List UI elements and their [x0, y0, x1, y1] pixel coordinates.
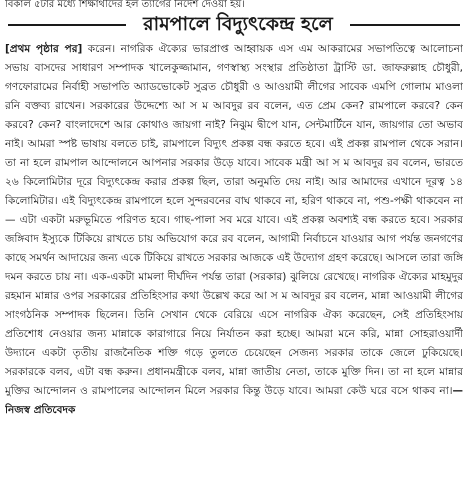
headline: রামপালে বিদ্যুৎকেন্দ্র হলে [126, 10, 350, 38]
continued-from-label: [প্রথম পৃষ্ঠার পর] [5, 43, 83, 55]
byline: —নিজস্ব প্রতিবেদক [5, 385, 463, 416]
previous-article-fragment: বিকাল ৫টার মধ্যে শিক্ষার্থীদের হল ত্যাগের নির্দেশ দেওয়া হয়। [5, 0, 245, 10]
article-body [5, 40, 463, 470]
headline-rule-left [8, 24, 126, 26]
article-text: করেন। নাগরিক ঐক্যের ভারপ্রাপ্ত আহ্বায়ক এস এম আকরামের সভাপতিত্বে আলোচনা সভায় বাসদের সাধারণ সম্পাদক খালেকুজ্জামান, গণস্বাস্থ্য সংস্থার প্রতিষ্ঠাতা ট্রাস্টি ডা. জাফরুল্লাহ চৌধুরী, গণফোরামের নির্বাহী সভাপতি অ্যাডভোকেট সুব্রত চৌধুরী ও আওয়ামী লীগের সাবেক এমপি গোলাম মাওলা রনি বক্তব্য রাখেন। সরকারের উদ্দেশ্যে আ স ম আবদুর রব বলেন, এত প্রেম কেন? রামপালে করবে? কেন করবে? কেন? বাংলাদেশে আর কোথাও জায়গা নাই? নিঝুম দ্বীপে যান, সেন্টমার্টিনে যান, জায়গার তো অভাব নাই। আমরা স্পষ্ট ভাষায় বলতে চাই, রামপালে বিদ্যুৎ প্রকল্প বন্ধ করতে হবে। এই প্রকল্প রামপাল থেকে সরান। তা না হলে রামপাল আন্দোলনে আপনার সরকার উড়ে যাবে। সাবেক মন্ত্রী আ স ম আবদুর রব বলেন, ভারতে ২৬ কিলোমিটার দূরে বিদ্যুৎকেন্দ্র করার প্রকল্প ছিল, তারা অনুমতি দেয় নাই। আর আমাদের এখানে দূরত্ব ১৪ কিলোমিটার। এই বিদ্যুৎকেন্দ্র রামপালে হলে সুন্দরবনের বাঘ থাকবে না, হরিণ থাকবে না, পশু-পক্ষী থাকবেন না— এটা একটা মরুভূমিতে পরিণত হবে। গাছ-পালা সব মরে যাবে। এই প্রকল্প অবশ্যই বন্ধ করতে হবে। সরকার জঙ্গিবাদ ইস্যুকে টিকিয়ে রাখতে চায় অভিযোগ করে রব বলেন, আগামী নির্বাচনে যাওয়ার আগ পর্যন্ত জনগণের কাছে সমর্থন আদায়ের জন্য একে টিকিয়ে রাখতে সরকার আজকে এই উদ্যোগ গ্রহণ করেছে। আসলে তারা জঙ্গি দমন করতে চায় না। এক-একটা মামলা দীর্ঘদিন পর্যন্ত তারা (সরকার) ঝুলিয়ে রেখেছে। নাগরিক ঐক্যের মাহমুদুর রহমান মান্নার ওপর সরকারের প্রতিহিংসার কথা উল্লেখ করে আ স ম আবদুর রব বলেন, মান্না আওয়ামী লীগের সাংগঠনিক সম্পাদক ছিলেন। তিনি সেখান থেকে বেরিয়ে এসে নাগরিক ঐক্য করেছেন, সেই প্রতিহিংসায় প্রতিশোধ নেওয়ার জন্য মান্নাকে কারাগারে নিয়ে নির্যাতন করা হচ্ছে। আমরা মনে করি, মান্না সোহরাওয়ার্দী উদ্যানে একটা তৃতীয় রাজনৈতিক শক্তি গড়ে তুলতে চেয়েছেন সেজন্য সরকার তাকে জেলে ঢুকিয়েছে। সরকারকে বলব, এটা বন্ধ করুন। প্রধানমন্ত্রীকে বলব, মান্না জাতীয় নেতা, তাকে মুক্তি দিন। তা না হলে মান্নার মুক্তির আন্দোলন ও রামপালের আন্দোলন মিলে সরকার কিন্তু উড়ে যাবে। আমরা কেউ ঘরে বসে থাকব না। [5, 43, 463, 397]
headline-rule-right [350, 24, 460, 26]
headline-row [0, 10, 468, 38]
article-paragraph [5, 40, 463, 420]
